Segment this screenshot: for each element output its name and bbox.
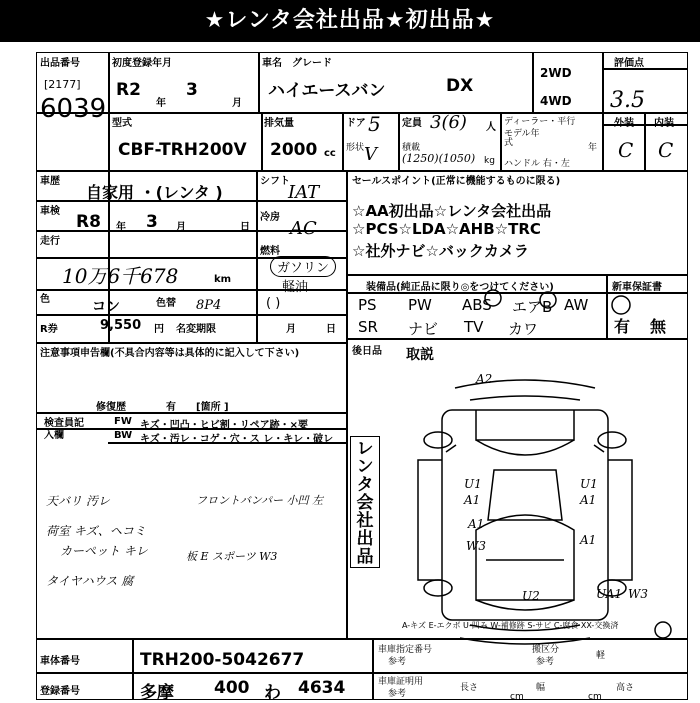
displacement-label: 排気量 <box>264 118 294 129</box>
color-code-label: 色替 <box>156 298 176 309</box>
model-year-unit: 年 <box>588 143 598 153</box>
repair-label: 修復歴 <box>96 402 126 413</box>
history-label: 車歴 <box>40 176 60 187</box>
equip-navi: ナビ <box>408 320 439 338</box>
inspection-day-unit: 日 <box>240 222 250 233</box>
score-label: 評価点 <box>614 58 644 69</box>
load-unit: kg <box>484 156 495 166</box>
mileage-value: 10万6千678 <box>62 264 179 288</box>
repair-value: 有 <box>166 402 176 413</box>
equipment-label: 装備品(純正品に限り◎をつけてください) <box>366 282 554 293</box>
sales-point-line1: ☆AA初出品☆レンタ会社出品 <box>352 202 552 220</box>
equip-tv: TV <box>464 318 484 336</box>
shift-label: シフト <box>260 176 290 187</box>
auction-sheet <box>36 52 688 703</box>
footer-garage-label: 車庫指定番号 <box>378 645 433 655</box>
plate-kana: わ <box>264 683 281 703</box>
inspector-bw-text: キズ・汚レ・コゲ・穴・ス レ・キレ・破レ <box>140 434 334 445</box>
equip-pw: PW <box>408 296 432 314</box>
equip-abs: ABS <box>462 296 492 314</box>
doors-value: 5 <box>368 112 381 136</box>
inspector-fw-text: キズ・凹凸・ヒビ割・リペア跡・×要 <box>140 420 308 431</box>
registration-era: R2 <box>116 80 141 100</box>
lot-label: 出品番号 <box>40 58 80 69</box>
score-ext: C <box>618 138 634 162</box>
registration-month-unit: 月 <box>232 98 242 109</box>
chassis-value: TRH200-5042677 <box>140 650 305 670</box>
footer-width-unit: cm <box>588 692 602 702</box>
capacity-value: 3(6) <box>430 112 467 133</box>
mark-a1-left: A1 <box>464 493 481 507</box>
mark-w3-left: W3 <box>466 539 486 553</box>
rear-label: 後日品 <box>352 346 382 357</box>
warranty-no: 無 <box>650 317 667 336</box>
mark-a1-right: A1 <box>580 493 597 507</box>
inspection-month-unit: 月 <box>176 222 186 233</box>
doors-label: ドア <box>346 118 366 129</box>
inspection-value: R8 <box>76 212 101 232</box>
displacement-unit: cc <box>324 148 336 159</box>
mark-a1-right-lower: A1 <box>580 533 597 547</box>
inspector-fw: FW <box>114 416 132 427</box>
color-code: 8P4 <box>196 298 222 313</box>
inspection-year-unit: 年 <box>116 222 126 233</box>
shape-value: V <box>364 144 377 165</box>
footer-kei: 軽 <box>596 651 606 661</box>
mileage-label: 走行 <box>40 236 60 247</box>
footer-div-label: 搬区分 <box>532 645 560 655</box>
drive-2wd: 2WD <box>540 66 572 80</box>
tax-period-label: 名変期限 <box>176 324 216 335</box>
mark-u1-right: U1 <box>580 477 598 491</box>
notes-label: 注意事項申告欄(不具合内容等は具体的に記入して下さい) <box>40 348 300 359</box>
tax-value: 9,550 <box>100 318 142 333</box>
capacity-label: 定員 <box>402 118 422 129</box>
fuel-value: ガソリン <box>270 256 336 277</box>
footer-length: 長さ <box>460 683 479 693</box>
handnote-3: カーペット キレ <box>60 544 148 558</box>
footer-cert-sub: 参考 <box>388 689 407 699</box>
model-value: CBF-TRH200V <box>118 140 247 160</box>
shift-value: IAT <box>288 182 320 203</box>
footer-cert-label: 車庫証明用 <box>378 677 424 687</box>
handnote-1: 天バリ 汚レ <box>46 494 110 508</box>
equip-airbag: エアB <box>512 298 553 316</box>
tax-month-unit: 月 <box>286 324 296 335</box>
car-grade-label: グレード <box>292 58 332 69</box>
tax-unit: 円 <box>154 324 164 335</box>
inspector-bw: BW <box>114 430 133 441</box>
model-label: 型式 <box>112 118 132 129</box>
color-value: コン <box>92 299 120 315</box>
lot-sub: [2177] <box>44 78 81 91</box>
banner: ★レンタ会社出品★初出品★ <box>0 0 700 42</box>
inspector-label: 検査員記入欄 <box>44 418 84 441</box>
warranty-yes: 有 <box>614 317 631 336</box>
ac-value: AC <box>290 218 317 239</box>
model-year-label: モデル年式 <box>504 129 540 148</box>
handle-label: ハンドル 右・左 <box>504 159 570 169</box>
mark-a2: A2 <box>476 372 493 386</box>
footer-garage-sub: 参考 <box>388 657 407 667</box>
mark-ua1: UA1 <box>596 587 623 601</box>
dealer-label: ディーラー・平行 <box>504 117 576 127</box>
equip-leather: カワ <box>508 320 539 338</box>
sales-point-line2: ☆PCS☆LDA☆AHB☆TRC <box>352 220 541 238</box>
fuel-paren: ( ) <box>266 296 281 311</box>
load-value: (1250)(1050) <box>402 152 476 165</box>
car-name-label: 車名 <box>262 58 282 69</box>
inspection-label: 車検 <box>40 206 60 217</box>
plate-label: 登録番号 <box>40 686 80 697</box>
handnote-6: 板 E スポーツ W3 <box>186 550 278 563</box>
handnote-5: フロントバンパー 小凹 左 <box>196 494 324 507</box>
tax-label: R券 <box>40 324 58 335</box>
chassis-label: 車体番号 <box>40 656 80 667</box>
score-ext-label: 外装 <box>614 118 634 129</box>
fuel-alt: 軽油 <box>282 280 309 295</box>
warranty-label: 新車保証書 <box>612 282 662 293</box>
car-name: ハイエースバン <box>268 81 386 101</box>
sales-point-label: セールスポイント(正常に機能するものに限る) <box>352 176 561 187</box>
mileage-unit: km <box>214 274 232 285</box>
equip-aw: AW <box>564 296 589 314</box>
registration-month: 3 <box>186 80 198 100</box>
equip-ps: PS <box>358 296 377 314</box>
color-label: 色 <box>40 294 50 305</box>
equip-sr: SR <box>358 318 378 336</box>
ac-label: 冷房 <box>260 212 280 223</box>
plate-area: 多摩 <box>140 683 174 703</box>
plate-class: 400 <box>214 678 250 698</box>
registration-label: 初度登録年月 <box>112 58 172 69</box>
rear-value: 取説 <box>406 347 434 363</box>
mark-u2: U2 <box>522 589 540 603</box>
handnote-2: 荷室 キズ、ヘコミ <box>46 524 146 538</box>
footer-width: 幅 <box>536 683 546 693</box>
score-int-label: 内装 <box>654 118 674 129</box>
displacement-value: 2000 <box>270 140 318 160</box>
score-int: C <box>658 138 674 162</box>
score-value: 3.5 <box>610 88 645 113</box>
mark-u1-left: U1 <box>464 477 482 491</box>
fuel-label: 燃料 <box>260 246 280 257</box>
footer-height: 高さ <box>616 683 635 693</box>
mark-a1-left-lower: A1 <box>468 517 485 531</box>
footer-length-unit: cm <box>510 692 524 702</box>
capacity-unit: 人 <box>486 122 496 133</box>
load-label: 積載 <box>402 143 421 153</box>
tax-day-unit: 日 <box>326 324 336 335</box>
rental-stamp: レンタ会社出品 <box>356 439 374 567</box>
registration-year-unit: 年 <box>156 98 166 109</box>
handnote-4: タイヤハウス 腐 <box>46 574 134 588</box>
drive-4wd: 4WD <box>540 94 572 108</box>
inspection-month: 3 <box>146 212 158 232</box>
repair-place: [箇所 ] <box>196 402 229 413</box>
footer-div-sub: 参考 <box>536 657 555 667</box>
plate-number: 4634 <box>298 678 346 698</box>
mark-w3-right: W3 <box>628 587 648 601</box>
lot-number: 6039 <box>40 94 107 124</box>
car-grade: DX <box>446 76 474 96</box>
history-value: 自家用 ・(レンタ ) <box>86 183 223 202</box>
sales-point-line3: ☆社外ナビ☆バックカメラ <box>352 242 529 260</box>
damage-legend: A-キズ E-エクボ U-凹み W-補修跡 S-サビ C-腐食 XX-交換済 <box>402 621 619 630</box>
shape-label: 形状 <box>346 143 365 153</box>
